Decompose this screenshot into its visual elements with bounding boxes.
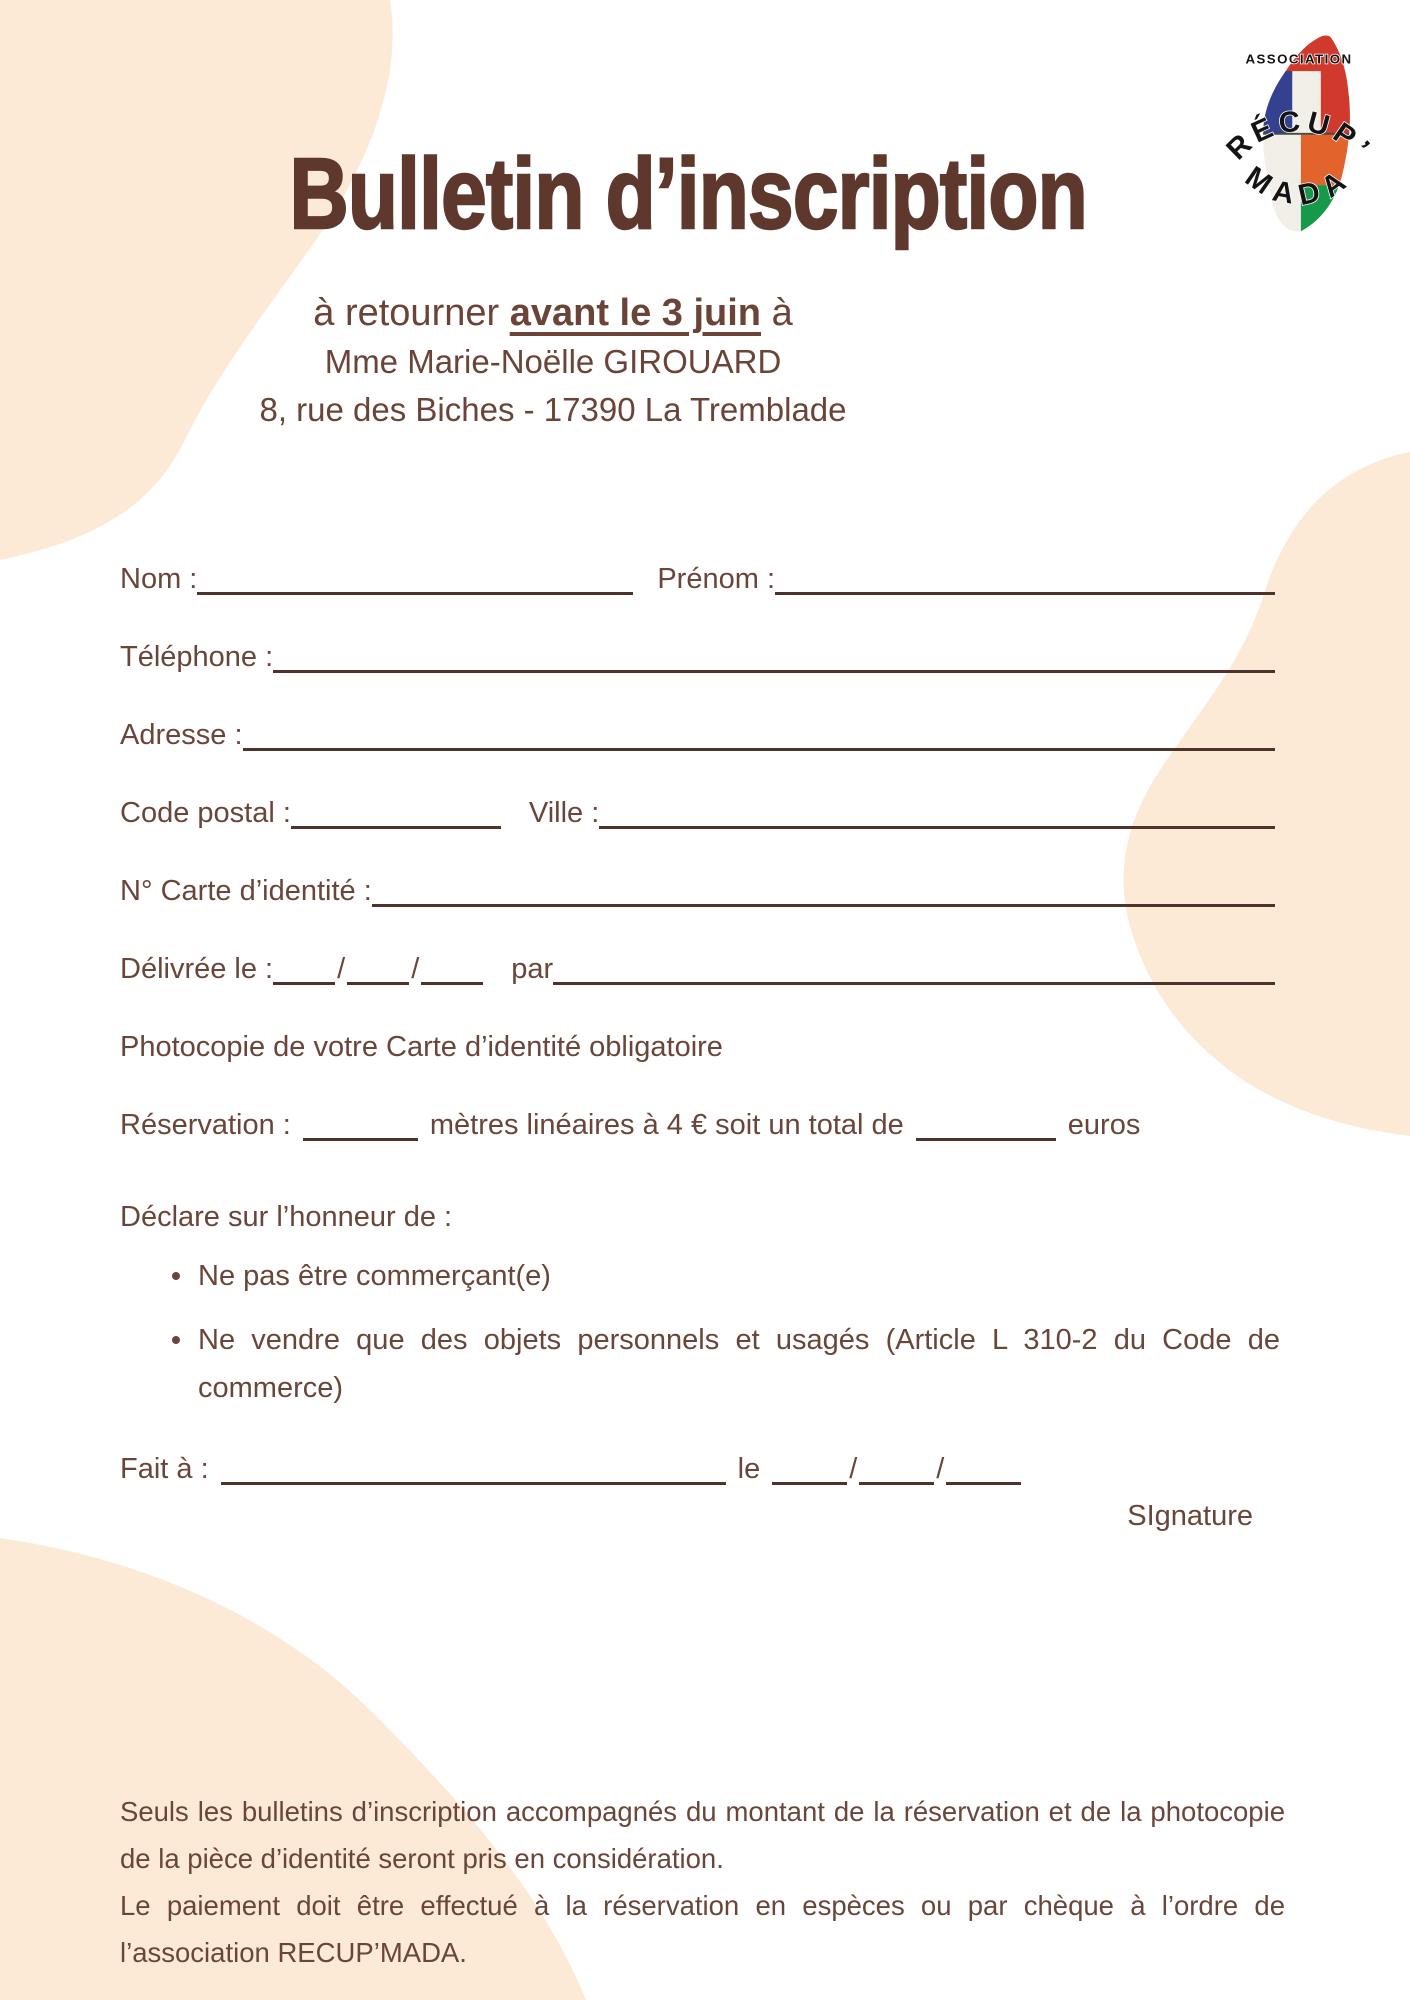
reservation-label: Réservation : [120, 1109, 291, 1142]
nom-blank-line [197, 592, 633, 595]
fait-a-day-blank [772, 1482, 847, 1485]
declaration-heading: Déclare sur l’honneur de : [120, 1201, 453, 1233]
return-deadline-line: à retourner avant le 3 juin à [313, 292, 793, 334]
logo-association-text: ASSOCIATION [1245, 51, 1353, 67]
row-nom-prenom [120, 528, 1275, 606]
prenom-label: Prénom : [657, 563, 776, 596]
return-instructions [0, 288, 1106, 434]
signature-label: SIgnature [1127, 1500, 1253, 1532]
delivree-month-blank [347, 982, 409, 985]
delivree-par-blank-line [553, 982, 1275, 985]
declaration-section [120, 1198, 1280, 1412]
row-delivree [120, 918, 1275, 996]
page-title: Bulletin d’inscription [289, 138, 1087, 250]
delivree-year-blank [421, 982, 483, 985]
row-adresse [120, 684, 1275, 762]
code-postal-label: Code postal : [120, 797, 291, 830]
delivree-day-blank [273, 982, 335, 985]
footer-paragraph: Seuls les bulletins d’inscription accompagnés du montant de la réservation et de la photocopie de la pièce d’identité seront pris en considération. [120, 1796, 1285, 1874]
reservation-total-blank [916, 1138, 1056, 1141]
logo-recup-arc-text: RÉCUP’ [1220, 104, 1379, 167]
footer-conditions [120, 1788, 1285, 1976]
carte-identite-blank-line [372, 904, 1275, 907]
row-telephone [120, 606, 1275, 684]
fait-a-month-blank [859, 1482, 934, 1485]
row-photocopie-note [120, 996, 1275, 1074]
association-logo [1204, 10, 1394, 250]
recipient-name: Mme Marie-Noëlle GIROUARD [324, 343, 782, 380]
code-postal-blank-line [291, 826, 501, 829]
ville-label: Ville : [528, 797, 600, 830]
photocopie-note: Photocopie de votre Carte d’identité obligatoire [120, 1031, 723, 1064]
registration-form [120, 528, 1275, 1152]
blob-top-left [0, 0, 393, 560]
le-label: le [737, 1453, 761, 1485]
adresse-label: Adresse : [120, 719, 243, 752]
fait-a-lieu-blank [221, 1482, 726, 1485]
carte-identite-label: N° Carte d’identité : [120, 875, 372, 908]
declaration-item: Ne pas être commerçant(e) [120, 1252, 1280, 1300]
date-slash: / [337, 953, 346, 986]
footer-paragraph: Le paiement doit être effectué à la réservation en espèces ou par chèque à l’ordre de l’association RECUP’MADA. [120, 1890, 1285, 1968]
date-slash: / [411, 953, 420, 986]
declaration-list [120, 1252, 1280, 1412]
row-fait-a [120, 1442, 1275, 1486]
row-reservation [120, 1074, 1275, 1152]
row-code-postal-ville [120, 762, 1275, 840]
telephone-label: Téléphone : [120, 641, 274, 674]
recipient-address: 8, rue des Biches - 17390 La Tremblade [259, 391, 847, 428]
date-slash: / [936, 1453, 945, 1486]
date-slash: / [849, 1453, 858, 1486]
declaration-item: Ne vendre que des objets personnels et usagés (Article L 310-2 du Code de commerce) [120, 1316, 1280, 1412]
par-label: par [511, 953, 554, 986]
reservation-euros-label: euros [1067, 1109, 1141, 1142]
row-carte-identite [120, 840, 1275, 918]
fait-a-year-blank [946, 1482, 1021, 1485]
nom-label: Nom : [120, 563, 198, 596]
prenom-blank-line [775, 592, 1275, 595]
telephone-blank-line [273, 670, 1275, 673]
fait-a-label: Fait à : [120, 1453, 209, 1485]
adresse-blank-line [243, 748, 1276, 751]
deadline-emphasis: avant le 3 juin [509, 292, 762, 334]
ville-blank-line [599, 826, 1275, 829]
reservation-metres-blank [303, 1138, 418, 1141]
logo-mada-arc-text: MADA [1239, 159, 1359, 213]
delivree-label: Délivrée le : [120, 953, 274, 986]
reservation-mid-text: mètres linéaires à 4 € soit un total de [429, 1109, 904, 1142]
